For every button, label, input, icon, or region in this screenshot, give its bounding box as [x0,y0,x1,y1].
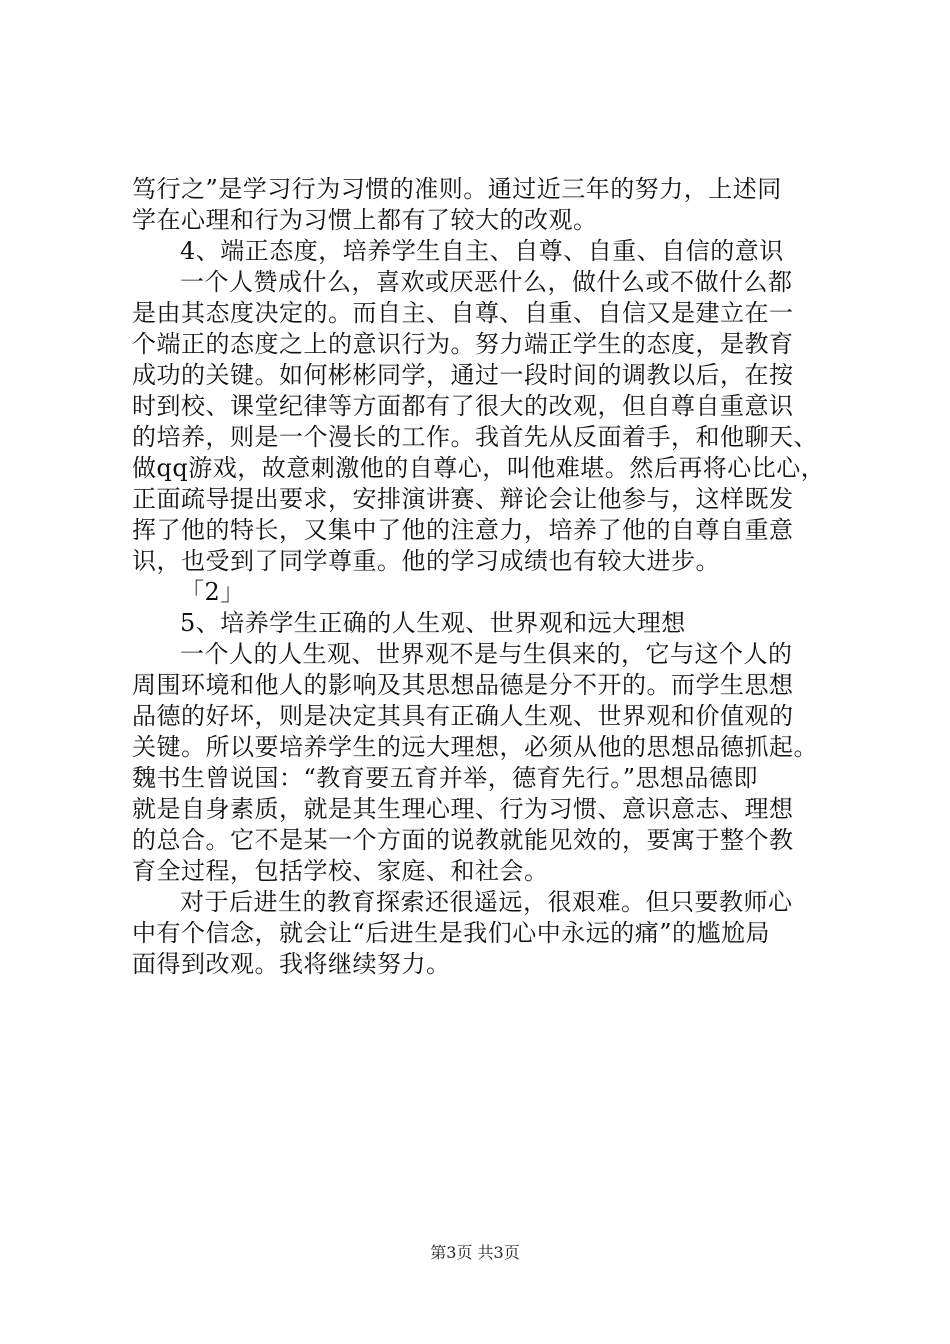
text-line: 一个人赞成什么，喜欢或厌恶什么，做什么或不做什么都 [180,268,793,296]
text-line: 就是自身素质，就是其生理心理、行为习惯、意识意志、理想 [132,795,794,823]
text-line: 育全过程，包括学校、家庭、和社会。 [132,857,549,885]
text-line: 对于后进生的教育探索还很遥远，很艰难。但只要教师心 [180,888,793,916]
text-line: 魏书生曾说国：“教育要五育并举，德育先行。”思想品德即 [132,764,759,792]
text-line: 正面疏导提出要求，安排演讲赛、辩论会让他参与，这样既发 [132,485,794,513]
text-line: 一个人的人生观、世界观不是与生俱来的，它与这个人的 [180,640,793,668]
text-line: 做qq游戏，故意刺激他的自尊心，叫他难堪。然后再将心比心， [132,454,826,482]
reference-marker: 「2」 [180,578,245,606]
section-heading: 4、端正态度，培养学生自主、自尊、自重、自信的意识 [180,237,784,265]
text-line: 学在心理和行为习惯上都有了较大的改观。 [132,206,598,234]
page-footer: 第3页 共3页 [430,1243,520,1262]
body-text [132,174,832,980]
text-line: 关键。所以要培养学生的远大理想，必须从他的思想品德抓起。 [132,733,818,761]
text-line: 时到校、课堂纪律等方面都有了很大的改观，但自尊自重意识 [132,392,794,420]
text-line: 的总合。它不是某一个方面的说教就能见效的，要寓于整个教 [132,826,794,854]
text-line: 的培养，则是一个漫长的工作。我首先从反面着手，和他聊天、 [132,423,818,451]
text-line: 面得到改观。我将继续努力。 [132,950,451,978]
text-line: 品德的好坏，则是决定其具有正确人生观、世界观和价值观的 [132,702,794,730]
text-line: 笃行之”是学习行为习惯的准则。通过近三年的努力，上述同 [132,175,782,203]
text-line: 个端正的态度之上的意识行为。努力端正学生的态度，是教育 [132,330,794,358]
text-line: 挥了他的特长，又集中了他的注意力，培养了他的自尊自重意 [132,516,794,544]
text-line: 识，也受到了同学尊重。他的学习成绩也有较大进步。 [132,547,720,575]
text-line: 周围环境和他人的影响及其思想品德是分不开的。而学生思想 [132,671,794,699]
text-line: 成功的关键。如何彬彬同学，通过一段时间的调教以后，在按 [132,361,794,389]
text-line: 是由其态度决定的。而自主、自尊、自重、自信又是建立在一 [132,299,794,327]
text-line: 中有个信念，就会让“后进生是我们心中永远的痛”的尴尬局 [132,919,771,947]
section-heading: 5、培养学生正确的人生观、世界观和远大理想 [180,609,686,637]
